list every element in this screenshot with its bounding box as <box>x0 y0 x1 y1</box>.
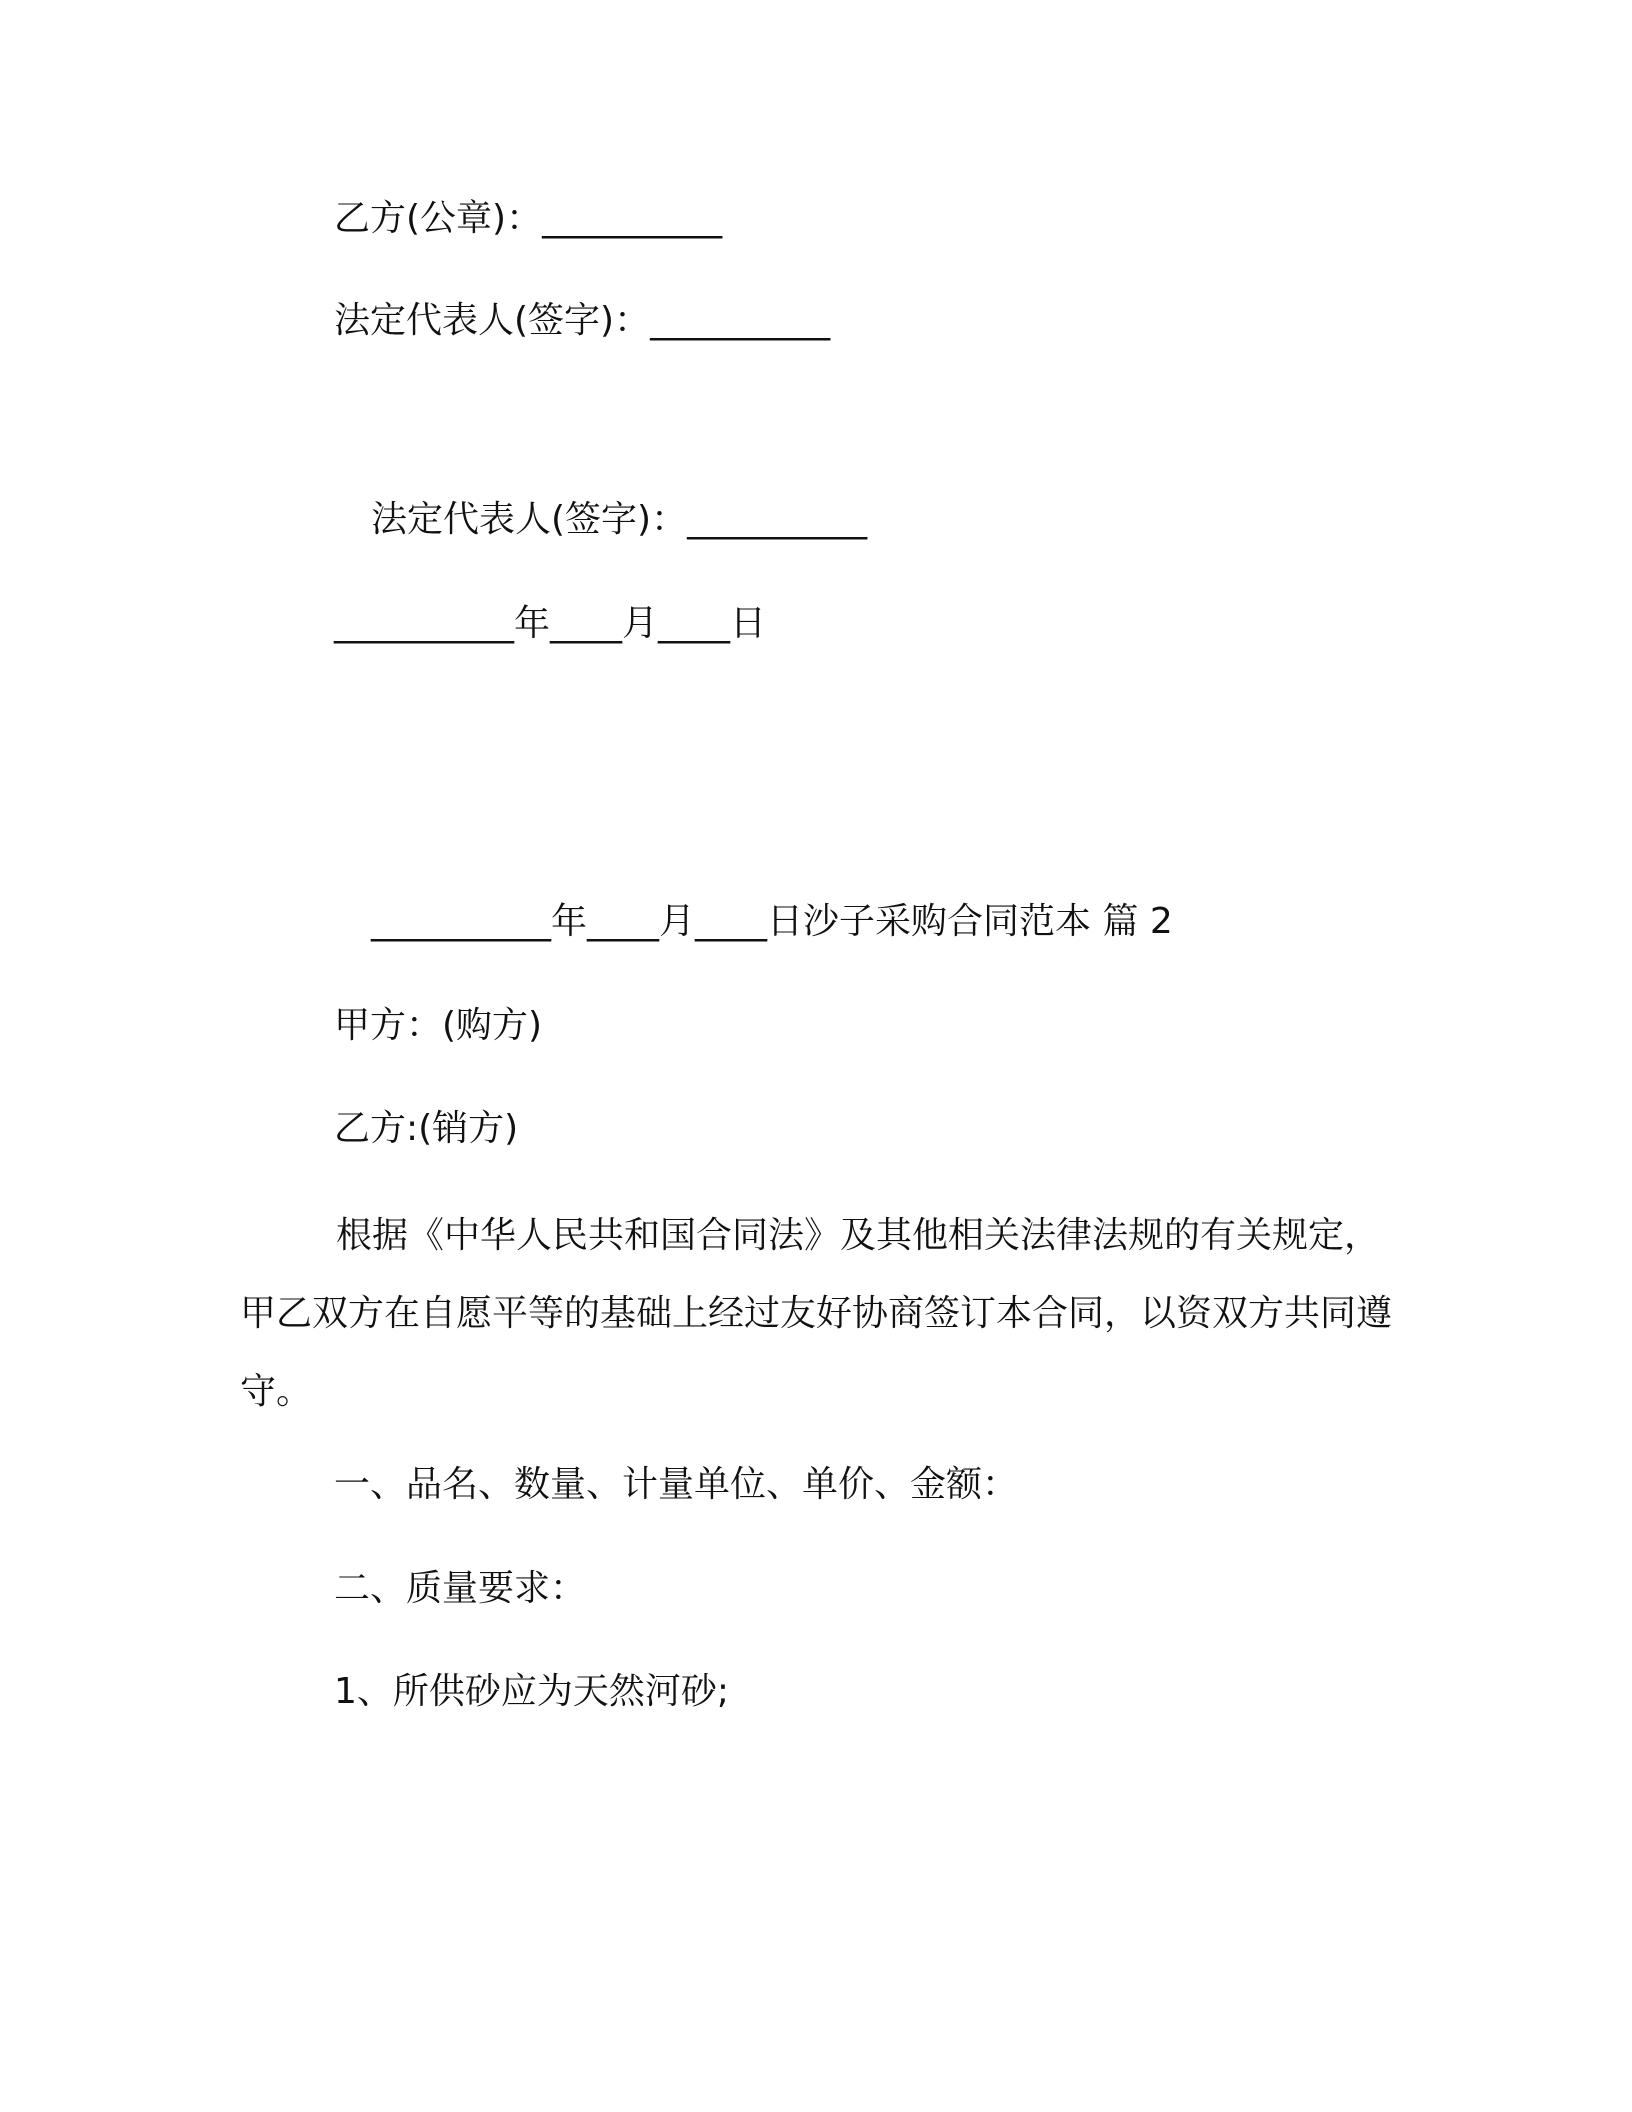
party-b-line: 乙方:(销方) <box>334 1108 519 1149</box>
legal-representative-line-2: 法定代表人(签字)：__________ <box>371 499 868 540</box>
clause-2-item-1: 1、所供砂应为天然河砂; <box>334 1671 730 1712</box>
party-a-line: 甲方：(购方) <box>334 1005 543 1046</box>
section-title: __________年____月____日沙子采购合同范本 篇 2 <box>371 901 1173 942</box>
party-b-seal-line: 乙方(公章)：__________ <box>334 198 723 239</box>
clause-1-heading: 一、品名、数量、计量单位、单价、金额： <box>334 1464 1019 1505</box>
date-line: __________年____月____日 <box>334 603 766 644</box>
intro-paragraph: 根据《中华人民共和国合同法》及其他相关法律法规的有关规定，甲乙双方在自愿平等的基础上经过友好协商签订本合同，以资双方共同遵守。 <box>240 1215 1393 1412</box>
legal-representative-line-1: 法定代表人(签字)：__________ <box>334 300 831 341</box>
clause-2-heading: 二、质量要求： <box>334 1568 587 1609</box>
